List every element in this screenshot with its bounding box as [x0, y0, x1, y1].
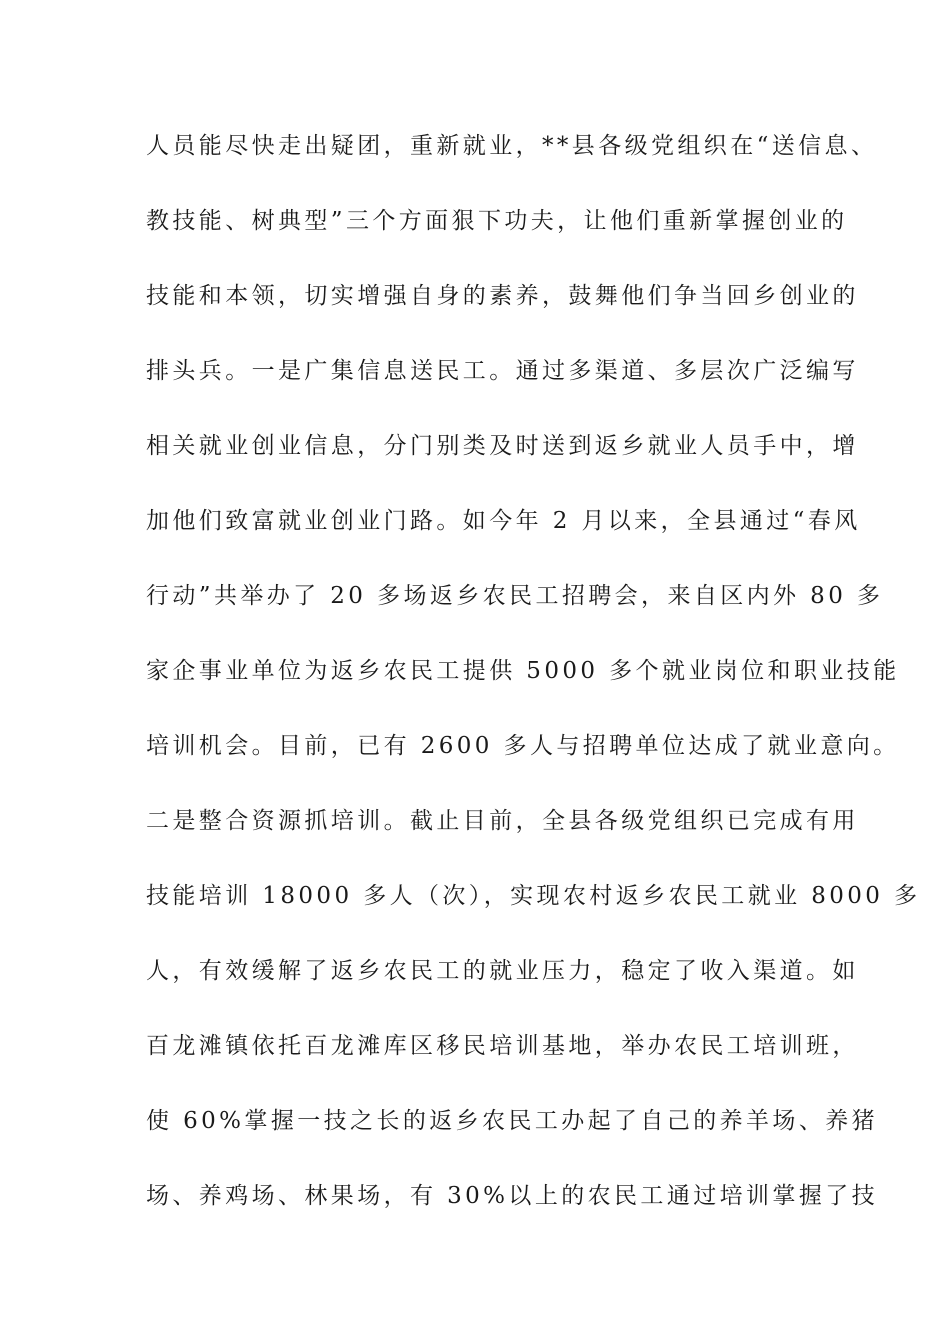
- text-line: 教技能、树典型”三个方面狠下功夫，让他们重新掌握创业的: [146, 208, 848, 234]
- text-line: 人员能尽快走出疑团，重新就业，**县各级党组织在“送信息、: [146, 133, 878, 159]
- text-line: 相关就业创业信息，分门别类及时送到返乡就业人员手中，增: [146, 433, 859, 459]
- text-line: 使 60%掌握一技之长的返乡农民工办起了自己的养羊场、养猪: [146, 1108, 879, 1134]
- text-line: 行动”共举办了 20 多场返乡农民工招聘会，来自区内外 80 多: [146, 583, 884, 609]
- text-line: 加他们致富就业创业门路。如今年 2 月以来，全县通过“春风: [146, 508, 861, 534]
- text-line: 人，有效缓解了返乡农民工的就业压力，稳定了收入渠道。如: [146, 958, 859, 984]
- text-line: 家企事业单位为返乡农民工提供 5000 多个就业岗位和职业技能: [146, 658, 900, 684]
- text-line: 技能和本领，切实增强自身的素养，鼓舞他们争当回乡创业的: [146, 283, 859, 309]
- text-line: 培训机会。目前，已有 2600 多人与招聘单位达成了就业意向。: [146, 733, 900, 759]
- text-line: 场、养鸡场、林果场，有 30%以上的农民工通过培训掌握了技: [146, 1183, 879, 1209]
- text-line: 二是整合资源抓培训。截止目前，全县各级党组织已完成有用: [146, 808, 859, 834]
- text-line: 技能培训 18000 多人（次），实现农村返乡农民工就业 8000 多: [146, 883, 921, 909]
- body-text: [146, 133, 921, 1259]
- text-line: 百龙滩镇依托百龙滩库区移民培训基地，举办农民工培训班，: [146, 1033, 859, 1059]
- text-line: 排头兵。一是广集信息送民工。通过多渠道、多层次广泛编写: [146, 358, 859, 384]
